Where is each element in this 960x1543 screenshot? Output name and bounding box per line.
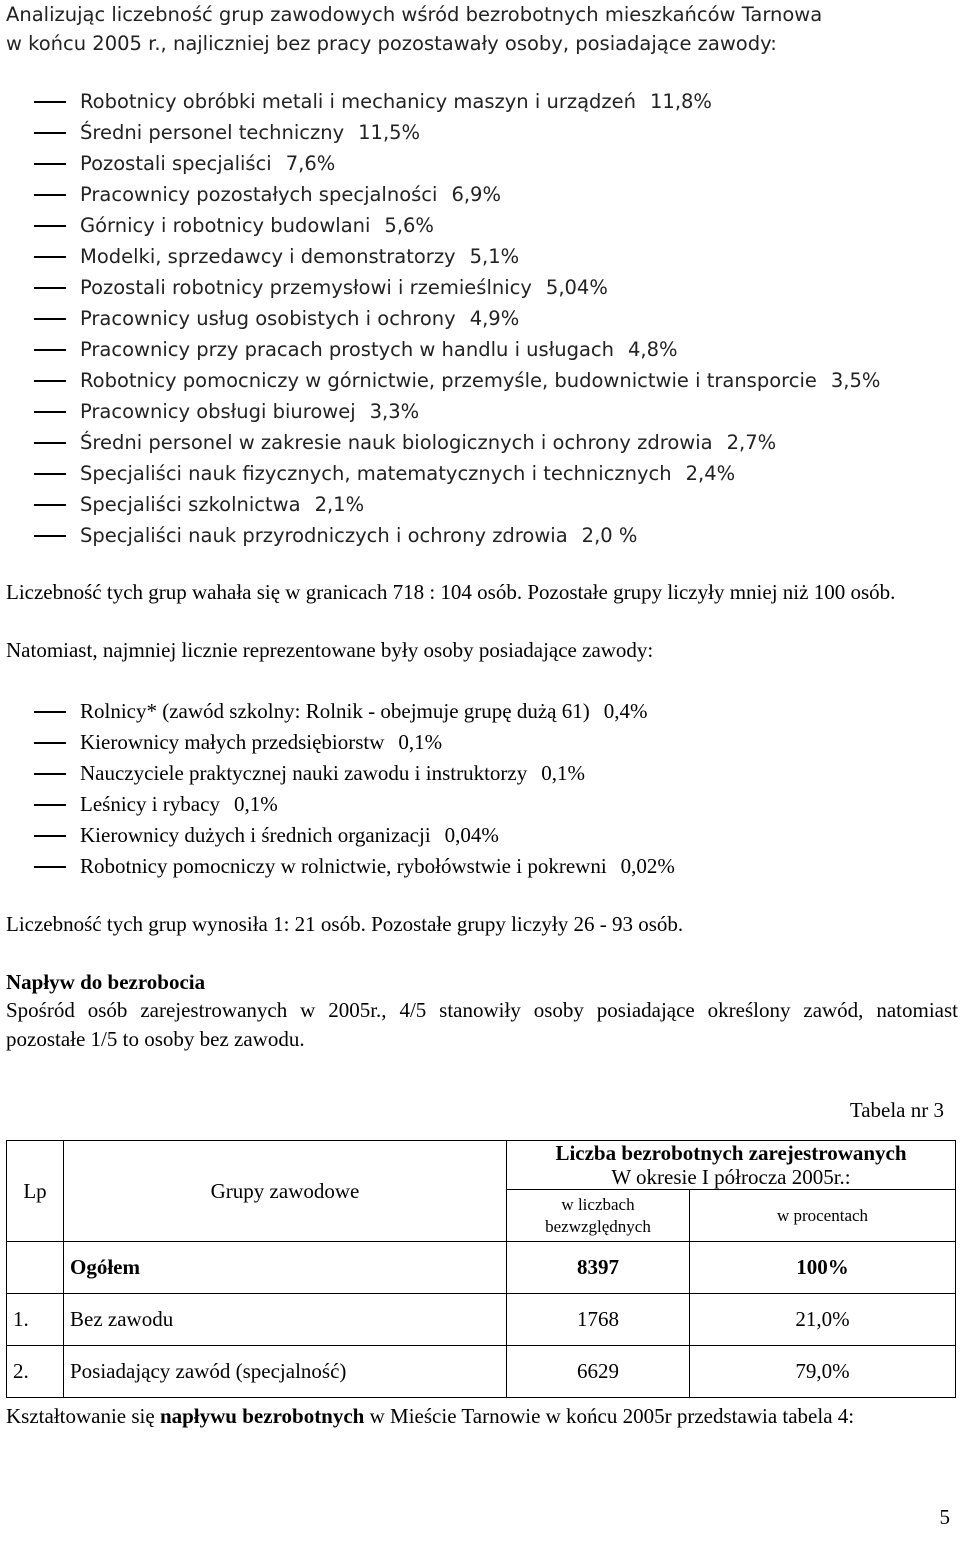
intro-line-1: Analizując liczebność grup zawodowych wśród bezrobotnych mieszkańców Tarnowa <box>6 3 823 26</box>
list-item-label: Specjaliści nauk przyrodniczych i ochrony zdrowia <box>80 524 568 547</box>
dash-bullet <box>34 535 66 537</box>
outro-paragraph <box>6 1402 958 1431</box>
list-item-percent: 11,8% <box>650 90 712 113</box>
dash-bullet <box>34 711 66 713</box>
list-item-percent: 0,1% <box>541 761 585 785</box>
list-item <box>6 303 958 334</box>
list-item-label: Pracownicy pozostałych specjalności <box>80 183 438 206</box>
list-item-label: Pozostali robotnicy przemysłowi i rzemieślnicy <box>80 276 532 299</box>
list-item-label: Robotnicy obróbki metali i mechanicy maszyn i urządzeń <box>80 90 636 113</box>
list-item <box>6 241 958 272</box>
list-item-label: Robotnicy pomocniczy w górnictwie, przemyśle, budownictwie i transporcie <box>80 369 817 392</box>
dash-bullet <box>34 804 66 806</box>
list-item <box>6 696 958 727</box>
section-heading: Napływ do bezrobocia <box>6 970 206 994</box>
list-item-percent: 0,1% <box>233 792 278 816</box>
dash-bullet <box>34 194 66 196</box>
list-item-label: Kierownicy dużych i średnich organizacji <box>80 823 431 847</box>
list-item-label: Nauczyciele praktycznej nauki zawodu i instruktorzy <box>80 761 528 785</box>
row-lp: 1. <box>7 1294 64 1346</box>
list-item-label: Specjaliści szkolnictwa <box>80 493 301 516</box>
list-item-label: Górnicy i robotnicy budowlani <box>80 214 371 237</box>
dash-bullet <box>34 132 66 134</box>
list-item-label: Robotnicy pomocniczy w rolnictwie, rybołówstwie i pokrewni <box>80 854 607 878</box>
dash-bullet <box>34 773 66 775</box>
outro-bold-1: napływu <box>159 1404 237 1428</box>
dash-bullet <box>34 225 66 227</box>
list-item-percent: 2,1% <box>314 493 365 516</box>
list-item-label: Średni personel techniczny <box>80 121 345 144</box>
dash-bullet <box>34 442 66 444</box>
list-item-label: Specjaliści nauk fizycznych, matematycznych i technicznych <box>80 462 672 485</box>
list-item-percent: 3,5% <box>830 369 881 392</box>
outro-text-1: Kształtowanie się <box>6 1404 160 1428</box>
row-pct: 21,0% <box>690 1294 956 1346</box>
dash-bullet <box>34 349 66 351</box>
intro-paragraph-2: Natomiast, najmniej licznie reprezentowane były osoby posiadające zawody: <box>6 638 654 662</box>
total-label: Ogółem <box>64 1242 507 1294</box>
list-item-percent: 5,04% <box>545 276 608 299</box>
list-item-percent: 2,0 % <box>581 524 638 547</box>
list-item-percent: 0,02% <box>620 854 675 878</box>
list-item <box>6 820 958 851</box>
list-item-label: Pracownicy przy pracach prostych w handlu i usługach <box>80 338 615 361</box>
intro-paragraph <box>6 0 952 58</box>
dash-bullet <box>34 380 66 382</box>
dash-bullet <box>34 742 66 744</box>
list-item-percent: 0,1% <box>398 730 443 754</box>
header-groups: Grupy zawodowe <box>64 1141 507 1242</box>
list-item-percent: 5,1% <box>469 245 520 268</box>
dash-bullet <box>34 866 66 868</box>
dash-bullet <box>34 101 66 103</box>
list-item-percent: 0,04% <box>444 823 499 847</box>
list-item-label: Pracownicy obsługi biurowej <box>80 400 356 423</box>
header-lp: Lp <box>7 1141 64 1242</box>
list-item-percent: 2,7% <box>726 431 777 454</box>
dash-bullet <box>34 835 66 837</box>
list-item-percent: 3,3% <box>369 400 420 423</box>
table-row-total <box>7 1242 956 1294</box>
list-item <box>6 758 958 789</box>
list-item-label: Rolnicy* (zawód szkolny: Rolnik - obejmuje grupę dużą 61) <box>80 699 590 723</box>
count-paragraph-2: Liczebność tych grup wynosiła 1: 21 osób. Pozostałe grupy liczyły 26 - 93 osób. <box>6 912 684 936</box>
list-item <box>6 489 958 520</box>
header-absolute: w liczbach bezwzględnych <box>507 1190 690 1242</box>
table-row <box>7 1294 956 1346</box>
list-item <box>6 210 958 241</box>
list-item <box>6 520 958 551</box>
outro-bold-2: bezrobotnych <box>242 1404 365 1428</box>
list-item <box>6 86 958 117</box>
dash-bullet <box>34 411 66 413</box>
list-item-label: Modelki, sprzedawcy i demonstratorzy <box>80 245 456 268</box>
list-item-label: Pracownicy usług osobistych i ochrony <box>80 307 456 330</box>
list-item-percent: 4,9% <box>469 307 520 330</box>
unemployment-table <box>6 1140 956 1398</box>
list-item <box>6 334 958 365</box>
list-item <box>6 117 958 148</box>
least-numerous-professions-list <box>6 696 958 882</box>
list-item <box>6 427 958 458</box>
outro-text-3: w Mieście Tarnowie w końcu 2005r przedstawia tabela 4: <box>364 1404 855 1428</box>
total-pct: 100% <box>690 1242 956 1294</box>
list-item-label: Pozostali specjaliści <box>80 152 272 175</box>
list-item <box>6 272 958 303</box>
row-label: Posiadający zawód (specjalność) <box>64 1346 507 1398</box>
total-abs: 8397 <box>507 1242 690 1294</box>
dash-bullet <box>34 504 66 506</box>
page-number: 5 <box>939 1505 950 1529</box>
row-lp: 2. <box>7 1346 64 1398</box>
dash-bullet <box>34 318 66 320</box>
list-item <box>6 396 958 427</box>
row-abs: 6629 <box>507 1346 690 1398</box>
list-item <box>6 365 958 396</box>
most-numerous-professions-list <box>6 86 958 551</box>
list-item-percent: 2,4% <box>685 462 736 485</box>
list-item-percent: 5,6% <box>384 214 434 237</box>
row-label: Bez zawodu <box>64 1294 507 1346</box>
list-item-label: Kierownicy małych przedsiębiorstw <box>80 730 385 754</box>
list-item-percent: 0,4% <box>603 699 648 723</box>
table-row <box>7 1346 956 1398</box>
intro-line-2: w końcu 2005 r., najliczniej bez pracy pozostawały osoby, posiadające zawody: <box>6 32 777 55</box>
table-caption: Tabela nr 3 <box>849 1098 944 1122</box>
list-item <box>6 179 958 210</box>
dash-bullet <box>34 473 66 475</box>
list-item-percent: 6,9% <box>451 183 501 206</box>
header-percent: w procentach <box>690 1190 956 1242</box>
header-title-cell <box>507 1141 956 1190</box>
list-item-percent: 4,8% <box>628 338 678 361</box>
list-item <box>6 458 958 489</box>
count-paragraph-1: Liczebność tych grup wahała się w granicach 718 : 104 osób. Pozostałe grupy liczyły mniej niż 100 osób. <box>6 580 896 604</box>
list-item-percent: 11,5% <box>358 121 421 144</box>
list-item <box>6 727 958 758</box>
section-paragraph: Spośród osób zarejestrowanych w 2005r., 4/5 stanowiły osoby posiadające określony zawód, natomiast pozostałe 1/5 to osoby bez zawodu. <box>6 998 958 1051</box>
header-subtitle: W okresie I półrocza 2005r.: <box>611 1165 851 1189</box>
dash-bullet <box>34 163 66 165</box>
row-abs: 1768 <box>507 1294 690 1346</box>
row-pct: 79,0% <box>690 1346 956 1398</box>
list-item <box>6 789 958 820</box>
dash-bullet <box>34 287 66 289</box>
list-item <box>6 851 958 882</box>
total-lp-cell <box>7 1242 64 1294</box>
list-item-label: Leśnicy i rybacy <box>80 792 220 816</box>
list-item-percent: 7,6% <box>285 152 336 175</box>
header-title: Liczba bezrobotnych zarejestrowanych <box>555 1141 907 1165</box>
list-item <box>6 148 958 179</box>
dash-bullet <box>34 256 66 258</box>
list-item-label: Średni personel w zakresie nauk biologicznych i ochrony zdrowia <box>80 431 713 454</box>
